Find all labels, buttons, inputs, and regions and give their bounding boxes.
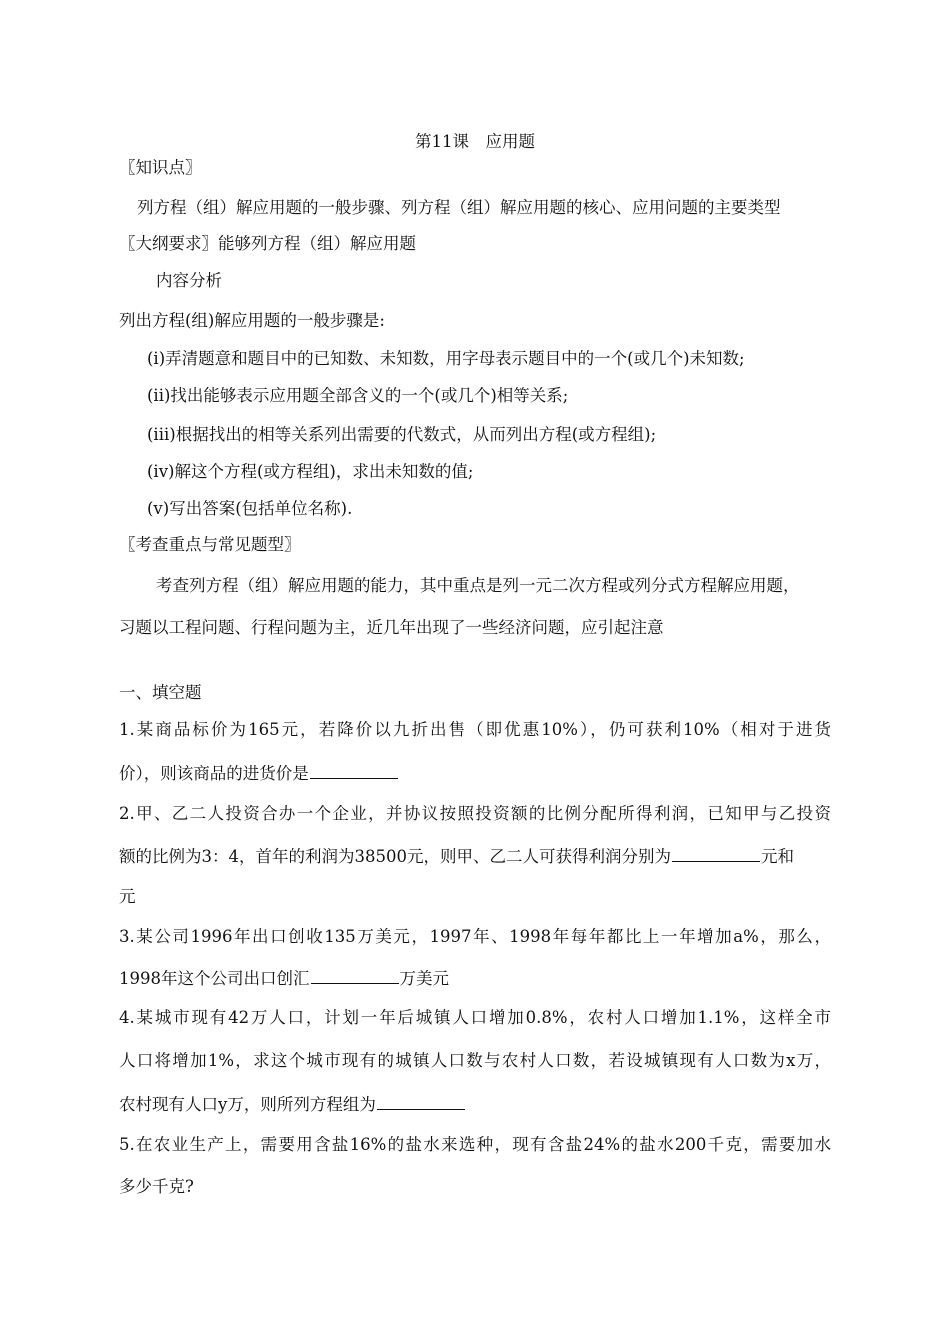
syllabus-line: 〖大纲要求〗能够列方程（组）解应用题: [119, 234, 416, 253]
knowledge-text: 列方程（组）解应用题的一般步骤、列方程（组）解应用题的核心、应用问题的主要类型: [137, 198, 781, 217]
answer-blank: [377, 1093, 465, 1110]
answer-blank: [310, 762, 398, 779]
question-2-line: 2.甲、乙二人投资合办一个企业，并协议按照投资额的比例分配所得利润，已知甲与乙投资: [119, 804, 831, 823]
page-title: 第11课 应用题: [415, 132, 535, 151]
exam-text: 习题以工程问题、行程问题为主，近几年出现了一些经济问题，应引起注意: [119, 618, 664, 637]
question-3-text: 1998年这个公司出口创汇: [119, 969, 310, 988]
knowledge-heading: 〖知识点〗: [119, 158, 202, 177]
answer-blank: [672, 845, 760, 862]
step-item: (v)写出答案(包括单位名称).: [147, 499, 353, 518]
answer-blank: [311, 967, 399, 984]
exam-text: 考查列方程（组）解应用题的能力，其中重点是列一元二次方程或列分式方程解应用题，: [156, 576, 800, 595]
question-4-line: 4.某城市现有42万人口，计划一年后城镇人口增加0.8%，农村人口增加1.1%，这样全市: [119, 1008, 831, 1027]
question-1-text: 价），则该商品的进货价是: [119, 764, 309, 783]
step-item: (i)弄清题意和题目中的已知数、未知数，用字母表示题目中的一个(或几个)未知数;: [147, 349, 745, 368]
question-2-line: [119, 845, 794, 868]
question-1-line: 1.某商品标价为165元，若降价以九折出售（即优惠10%），仍可获利10%（相对于进货: [119, 720, 831, 739]
step-item: (ii)找出能够表示应用题全部含义的一个(或几个)相等关系;: [147, 386, 569, 405]
question-2-text: 额的比例为3：4，首年的利润为38500元，则甲、乙二人可获得利润分别为: [119, 847, 671, 866]
question-4-text: 农村现有人口y万，则所列方程组为: [119, 1095, 376, 1114]
content-analysis-heading: 内容分析: [156, 271, 222, 290]
question-5-line: 多少千克?: [119, 1177, 194, 1196]
step-item: (iv)解这个方程(或方程组)，求出未知数的值;: [147, 462, 474, 481]
question-3-line: [119, 967, 449, 990]
question-3-line: 3.某公司1996年出口创收135万美元，1997年、1998年每年都比上一年增加a%，那么，: [119, 927, 831, 946]
section-fill-heading: 一、填空题: [119, 683, 202, 702]
step-item: (iii)根据找出的相等关系列出需要的代数式，从而列出方程(或方程组);: [147, 425, 657, 444]
question-4-line: 人口将增加1%，求这个城市现有的城镇人口数与农村人口数，若设城镇现有人口数为x万，: [119, 1051, 831, 1070]
steps-intro: 列出方程(组)解应用题的一般步骤是:: [119, 311, 385, 330]
question-4-line: [119, 1093, 466, 1116]
question-2-line: 元: [119, 887, 136, 906]
question-5-line: 5.在农业生产上，需要用含盐16%的盐水来选种，现有含盐24%的盐水200千克，需要加水: [119, 1135, 831, 1154]
exam-heading: 〖考查重点与常见题型〗: [119, 535, 301, 554]
question-3-text: 万美元: [399, 969, 449, 988]
question-2-text: 元和: [761, 847, 794, 866]
question-1-line: [119, 762, 399, 785]
